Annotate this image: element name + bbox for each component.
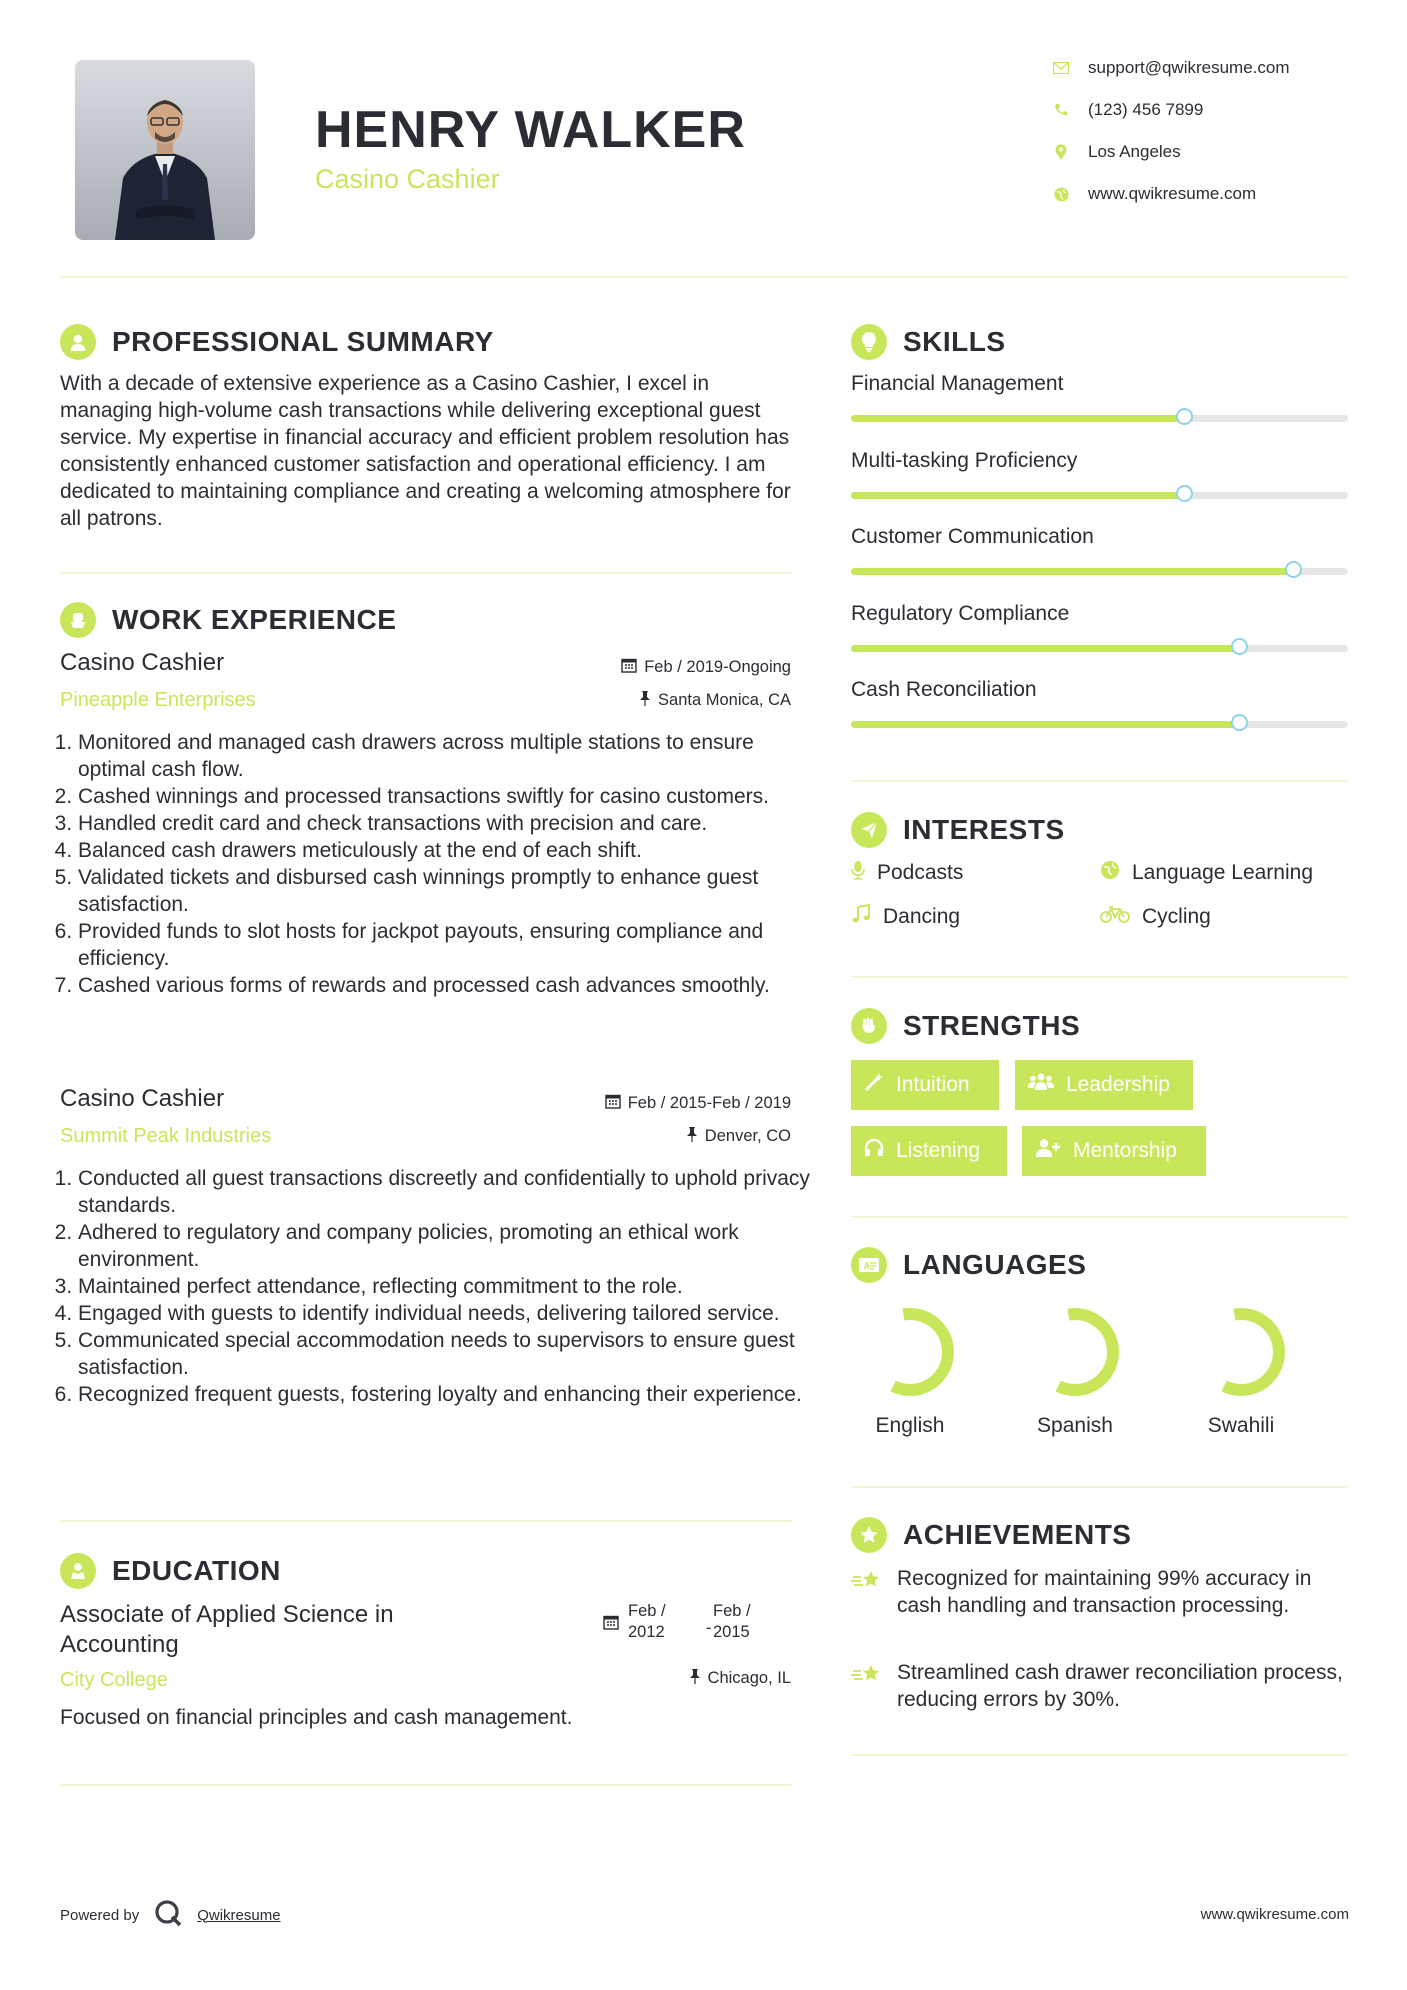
header-divider (60, 276, 1348, 278)
contact-phone[interactable] (1052, 100, 1203, 120)
skill-label: Customer Communication (851, 525, 1094, 548)
skill-bar-fill (851, 721, 1239, 728)
job-2-company: Summit Peak Industries (60, 1125, 272, 1147)
microphone-icon (851, 860, 865, 886)
interests-section-header (851, 812, 1065, 848)
graduation-icon (60, 1553, 96, 1589)
calendar-icon (621, 657, 637, 678)
job-2-title: Casino Cashier (60, 1085, 225, 1112)
pushpin-icon (686, 1126, 698, 1147)
skill-label: Multi-tasking Proficiency (851, 448, 1078, 472)
skill-bar-knob (1176, 408, 1193, 425)
strength-label: Intuition (896, 1073, 970, 1096)
languages-section-header (851, 1247, 1086, 1283)
contact-location (1052, 142, 1181, 162)
job-2-date (605, 1093, 791, 1114)
summary-section-header (60, 324, 494, 360)
achievements-section-header (851, 1517, 1131, 1553)
skill-bar-track (851, 721, 1348, 728)
education-date-end (713, 1601, 751, 1643)
job-2-date-text: Feb / 2015-Feb / 2019 (627, 1094, 791, 1112)
language-label: English (875, 1414, 945, 1437)
list-item: 2. Adhered to regulatory and company policies, promoting an ethical work environment. (78, 1219, 820, 1273)
job-1-company: Pineapple Enterprises (60, 689, 256, 711)
language-ring-arc (1031, 1308, 1119, 1396)
language-ring (1191, 1302, 1291, 1402)
list-item: 3. Maintained perfect attendance, reflecting commitment to the role. (78, 1273, 820, 1300)
strength-chip (1015, 1060, 1193, 1110)
list-item: 6. Recognized frequent guests, fostering loyalty and enhancing their experience. (78, 1381, 820, 1408)
interest-label: Dancing (883, 905, 961, 928)
footer-powered-by (60, 1898, 281, 1932)
summary-divider (60, 572, 792, 574)
language-label: Spanish (1037, 1414, 1113, 1437)
job-1-date (621, 657, 791, 678)
music-note-icon (851, 904, 871, 930)
language-label: Swahili (1207, 1414, 1275, 1437)
headphones-icon (864, 1138, 884, 1164)
job-2-duties (60, 1165, 820, 1408)
skill-bar-fill (851, 645, 1239, 652)
powered-by-text: Powered by (60, 1906, 140, 1924)
skill-bar-fill (851, 415, 1184, 422)
education-degree-line-1: Associate of Applied Science in (60, 1601, 394, 1628)
qwikresume-link[interactable]: Qwikresume (197, 1906, 281, 1924)
skill-bar-track (851, 492, 1348, 499)
list-item: 3. Handled credit card and check transactions with precision and care. (78, 810, 820, 837)
skill-label: Cash Reconciliation (851, 678, 1037, 701)
education-section-header (60, 1553, 281, 1589)
education-school: City College (60, 1669, 168, 1691)
interest-item (1100, 860, 1313, 886)
strength-label: Leadership (1066, 1073, 1170, 1096)
education-description: Focused on financial principles and cash management. (60, 1706, 573, 1729)
work-section-header (60, 602, 396, 638)
contact-email[interactable] (1052, 58, 1290, 78)
education-date-end-year: 2015 (713, 1623, 750, 1641)
contact-location-text: Los Angeles (1088, 142, 1181, 161)
list-item: 2. Cashed winnings and processed transactions swiftly for casino customers. (78, 783, 820, 810)
language-ring (860, 1302, 960, 1402)
strength-label: Listening (896, 1139, 981, 1162)
candidate-role: Casino Cashier (315, 164, 500, 194)
skill-bar-track (851, 415, 1348, 422)
strength-chip (851, 1126, 1007, 1176)
interest-item (851, 860, 963, 886)
group-icon (1028, 1072, 1054, 1098)
achievements-divider (851, 1754, 1348, 1756)
svg-text:A: A (863, 1261, 870, 1271)
job-1-duties (60, 729, 820, 999)
pushpin-icon (639, 690, 651, 711)
interest-label: Cycling (1142, 905, 1211, 928)
location-pin-icon (1052, 143, 1070, 161)
list-item: 4. Balanced cash drawers meticulously at the end of each shift. (78, 837, 820, 864)
strength-chip (1022, 1126, 1206, 1176)
job-1-location-text: Santa Monica, CA (658, 691, 791, 709)
languages-title: LANGUAGES (903, 1249, 1087, 1280)
skill-bar-fill (851, 492, 1184, 499)
globe-icon (1100, 860, 1120, 886)
education-location (689, 1668, 791, 1689)
briefcase-icon (60, 602, 96, 638)
contact-website[interactable] (1052, 184, 1256, 204)
strengths-section-header (851, 1008, 1080, 1044)
interest-item (1100, 904, 1211, 930)
fist-icon (851, 1008, 887, 1044)
education-date-start-year: 2012 (628, 1623, 665, 1641)
user-plus-icon (1035, 1138, 1061, 1164)
work-divider (60, 1520, 792, 1522)
skill-label: Regulatory Compliance (851, 601, 1070, 625)
education-date-separator: - (706, 1619, 712, 1637)
globe-icon (1052, 185, 1070, 203)
job-1-title: Casino Cashier (60, 649, 225, 676)
shooting-star-icon (851, 1565, 883, 1619)
user-icon (60, 324, 96, 360)
list-item: 1. Conducted all guest transactions discreetly and confidentially to uphold privacy standards. (78, 1165, 820, 1219)
strengths-divider (851, 1216, 1348, 1218)
lightbulb-icon (851, 324, 887, 360)
work-title: WORK EXPERIENCE (112, 604, 397, 635)
skill-bar-knob (1231, 638, 1248, 655)
interest-item (851, 904, 960, 930)
shooting-star-icon (851, 1659, 883, 1713)
language-ring-arc (1197, 1308, 1285, 1396)
list-item: 5. Validated tickets and disbursed cash winnings promptly to enhance guest satisfaction. (78, 864, 820, 918)
job-1-location (639, 690, 791, 711)
achievements-title: ACHIEVEMENTS (903, 1519, 1132, 1550)
language-ring-arc (866, 1308, 954, 1396)
skills-divider (851, 780, 1348, 782)
star-icon (851, 1517, 887, 1553)
interests-divider (851, 976, 1348, 978)
phone-icon (1052, 101, 1070, 119)
skill-bar-track (851, 568, 1348, 575)
achievement-text: Recognized for maintaining 99% accuracy in cash handling and transaction processing. (897, 1567, 1312, 1617)
languages-divider (851, 1486, 1348, 1488)
education-title: EDUCATION (112, 1555, 281, 1586)
contact-phone-text: (123) 456 7899 (1088, 100, 1204, 119)
contact-email-text: support@qwikresume.com (1088, 58, 1290, 77)
interest-label: Language Learning (1132, 861, 1314, 884)
strengths-title: STRENGTHS (903, 1010, 1081, 1041)
achievement-item (851, 1659, 1348, 1713)
skill-bar-fill (851, 568, 1293, 575)
skill-bar-knob (1176, 485, 1193, 502)
education-location-text: Chicago, IL (707, 1669, 791, 1687)
language-ring (1025, 1302, 1125, 1402)
bicycle-icon (1100, 904, 1130, 930)
qwikresume-logo-icon (153, 1898, 183, 1932)
interest-label: Podcasts (877, 861, 964, 884)
language-icon (851, 1247, 887, 1283)
education-date-end-month: Feb / (713, 1602, 751, 1620)
calendar-icon (605, 1093, 621, 1114)
list-item: 1. Monitored and managed cash drawers across multiple stations to ensure optimal cash flow. (78, 729, 820, 783)
paper-plane-icon (851, 812, 887, 848)
job-2-location (686, 1126, 791, 1147)
strength-label: Mentorship (1073, 1139, 1177, 1162)
summary-text: With a decade of extensive experience as a Casino Cashier, I excel in managing high-volume cash transactions while delivering exceptional guest service. My expertise in financial accuracy and efficient problem resolution has consistently enhanced customer satisfaction and operational efficiency. I am dedicated to maintaining compliance and creating a welcoming atmosphere for all patrons. (60, 372, 791, 530)
summary-title: PROFESSIONAL SUMMARY (112, 326, 494, 357)
contact-website-text: www.qwikresume.com (1088, 184, 1257, 203)
calendar-icon (603, 1614, 619, 1635)
education-divider (60, 1784, 792, 1786)
achievement-text: Streamlined cash drawer reconciliation process, reducing errors by 30%. (897, 1661, 1343, 1711)
achievement-item (851, 1565, 1348, 1619)
job-2-location-text: Denver, CO (704, 1127, 791, 1145)
skills-section-header (851, 324, 1006, 360)
education-date-start (628, 1601, 666, 1643)
list-item: 6. Provided funds to slot hosts for jackpot payouts, ensuring compliance and efficiency. (78, 918, 820, 972)
profile-photo (75, 60, 255, 240)
list-item: 4. Engaged with guests to identify individual needs, delivering tailored service. (78, 1300, 820, 1327)
pushpin-icon (689, 1668, 701, 1689)
skills-title: SKILLS (903, 326, 1006, 357)
envelope-icon (1052, 59, 1070, 77)
education-date-start-month: Feb / (628, 1602, 666, 1620)
skill-bar-knob (1231, 714, 1248, 731)
list-item: 7. Cashed various forms of rewards and processed cash advances smoothly. (78, 972, 820, 999)
magic-wand-icon (864, 1072, 884, 1098)
interests-title: INTERESTS (903, 814, 1065, 845)
job-1-date-text: Feb / 2019-Ongoing (644, 658, 791, 676)
footer-url[interactable]: www.qwikresume.com (1200, 1906, 1349, 1923)
strength-chip (851, 1060, 999, 1110)
education-degree (60, 1600, 394, 1660)
candidate-name: HENRY WALKER (315, 101, 746, 159)
skill-bar-knob (1285, 561, 1302, 578)
skill-label: Financial Management (851, 372, 1064, 395)
education-degree-line-2: Accounting (60, 1631, 179, 1658)
list-item: 5. Communicated special accommodation needs to supervisors to ensure guest satisfaction. (78, 1327, 820, 1381)
skill-bar-track (851, 645, 1348, 652)
